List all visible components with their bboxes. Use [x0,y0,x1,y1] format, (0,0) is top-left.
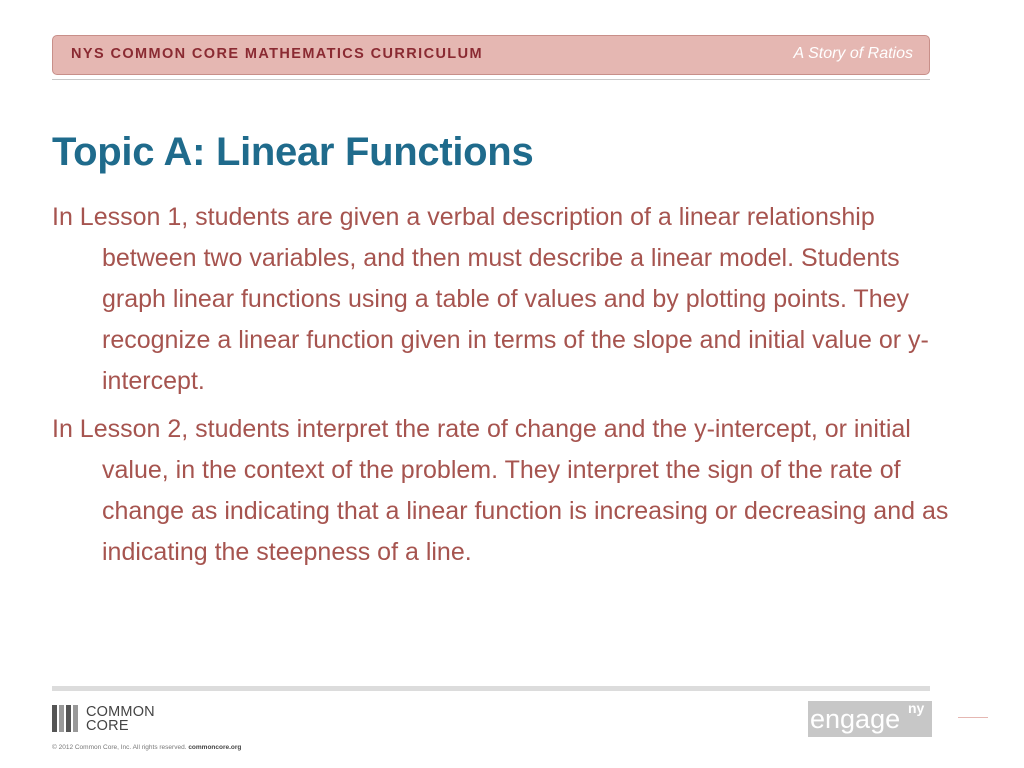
story-title: A Story of Ratios [793,45,913,62]
logo-line-2: CORE [86,718,129,734]
lesson-2-paragraph: In Lesson 2, students interpret the rate of change and the y-intercept, or initial value, in the context of the problem. They interpret the sign of the rate of change as indicating that a linear function is increasing or decreasing and as indicating the steepness of a line. [52,415,949,566]
slide-body [52,197,964,580]
footer-divider [52,686,930,691]
logo-line-1: COMMON [86,704,155,720]
engage-wordmark: engage [810,704,901,734]
common-core-logo [52,705,155,733]
copyright-link[interactable]: commoncore.org [188,744,242,751]
copyright-notice [52,744,241,751]
header-bar [52,35,930,75]
common-core-bars-icon [52,705,80,732]
decorative-line [958,717,988,718]
engage-superscript: ny [908,700,925,716]
engageny-logo [808,701,932,737]
slide-title: Topic A: Linear Functions [52,130,534,174]
lesson-1-paragraph: In Lesson 1, students are given a verbal description of a linear relationship between two variables, and then must describe a linear model. Students graph linear functions using a table of values and by plotting points. They recognize a linear function given in terms of the slope and initial value or y-intercept. [52,203,929,395]
copyright-text: © 2012 Common Core, Inc. All rights reserved. [52,744,187,751]
common-core-wordmark [86,705,155,733]
curriculum-title: NYS COMMON CORE MATHEMATICS CURRICULUM [71,46,483,62]
header-divider [52,79,930,80]
